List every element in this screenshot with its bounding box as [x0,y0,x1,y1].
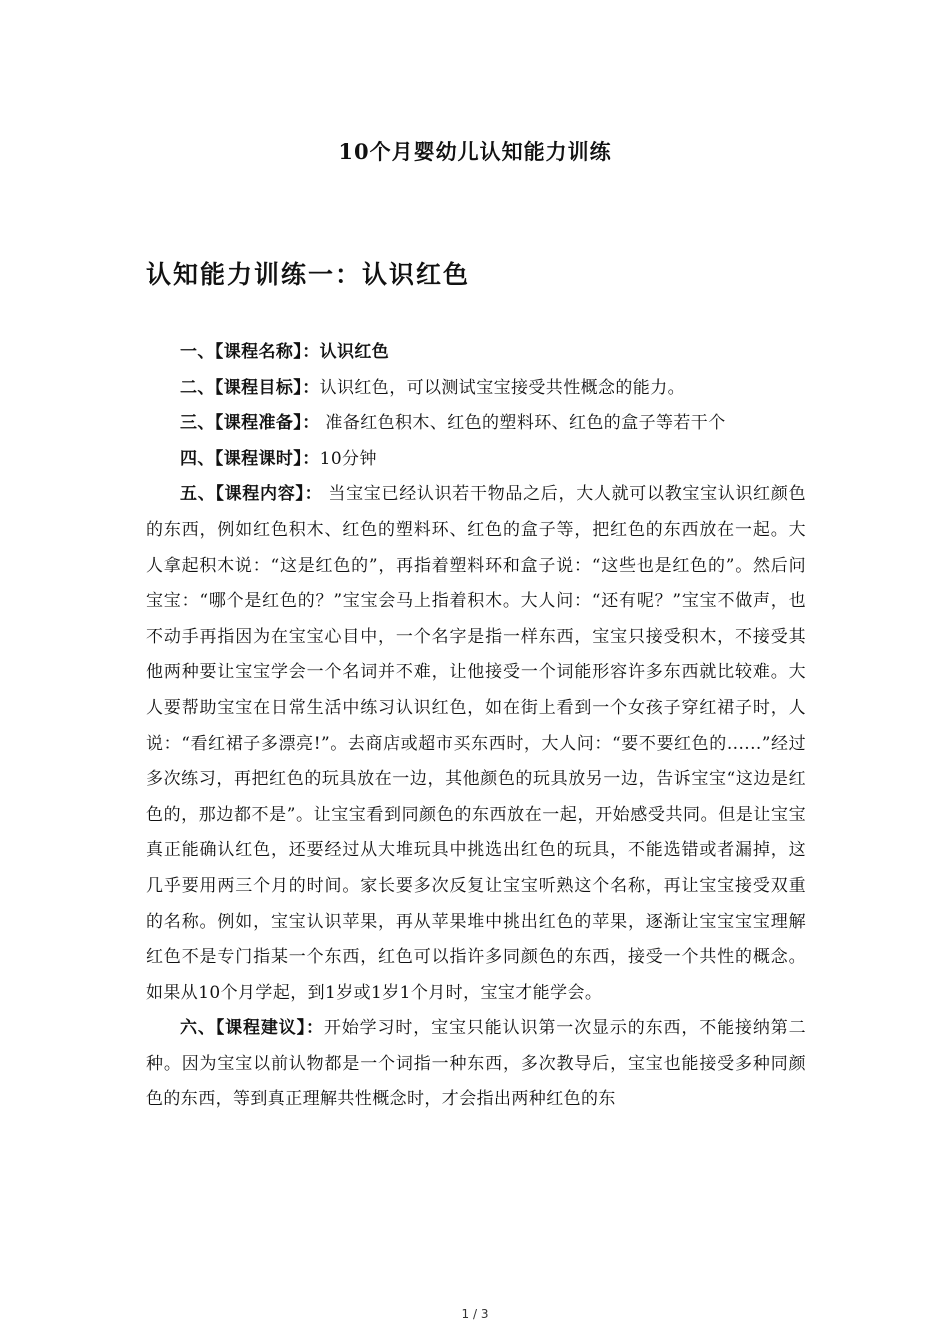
item-text: 认识红色，可以测试宝宝接受共性概念的能力。 [319,377,686,398]
item-course-content [146,477,806,1011]
item-text: 准备红色积木、红色的塑料环、红色的盒子等若干个 [319,413,726,434]
item-course-duration [146,442,806,478]
item-label: 三、【课程准备】： [180,413,320,434]
item-text: 认识红色 [319,342,390,362]
document-title: 10个月婴幼儿认知能力训练 [338,139,612,164]
item-text: 当宝宝已经认识若干物品之后，大人就可以教宝宝认识红颜色的东西，例如红色积木、红色的塑料环、红色的盒子等，把红色的东西放在一起。大人拿起积木说：“这是红色的”，再指着塑料环和盒子说：“这些也是红色的”。然后问宝宝：“哪个是红色的？”宝宝会马上指着积木。大人问：“还有呢？”宝宝不做声，也不动手再指因为在宝宝心目中，一个名字是指一样东西，宝宝只接受积木，不接受其他两种要让宝宝学会一个名词并不难，让他接受一个词能形容许多东西就比较难。大人要帮助宝宝在日常生活中练习认识红色，如在街上看到一个女孩子穿红裙子时，人说：“看红裙子多漂亮!”。去商店或超市买东西时，大人问：“要不要红色的......”经过多次练习，再把红色的玩具放在一边，其他颜色的玩具放另一边，告诉宝宝“这边是红色的，那边都不是”。让宝宝看到同颜色的东西放在一起，开始感受共同。但是让宝宝真正能确认红色，还要经过从大堆玩具中挑选出红色的玩具，不能选错或者漏掉，这几乎要用两三个月的时间。家长要多次反复让宝宝听熟这个名称，再让宝宝接受双重的名称。例如，宝宝认识苹果，再从苹果堆中挑出红色的苹果，逐渐让宝宝宝宝理解红色不是专门指某一个东西，红色可以指许多同颜色的东西，接受一个共性的概念。如果从10个月学起，到1岁或1岁1个月时，宝宝才能学会。 [146,484,806,1003]
item-text: 开始学习时，宝宝只能认识第一次显示的东西，不能接纳第二种。因为宝宝以前认物都是一个词指一种东西，多次教导后，宝宝也能接受多种同颜色的东西，等到真正理解共性概念时，才会指出两种红色的东 [146,1018,806,1110]
item-course-prep [146,406,806,442]
item-label: 一、【课程名称】： [180,342,320,362]
page-number: 1 / 3 [461,1307,489,1321]
item-course-name [146,335,806,371]
item-label: 二、【课程目标】： [180,377,320,398]
item-course-goal [146,371,806,407]
item-label: 六、【课程建议】： [180,1018,324,1039]
item-label: 五、【课程内容】： [180,484,323,505]
item-course-advice [146,1011,806,1118]
section-heading: 认知能力训练一：认识红色 [146,260,471,289]
item-label: 四、【课程课时】： [180,448,320,469]
item-text: 10分钟 [319,448,377,469]
document-body [146,335,806,1118]
